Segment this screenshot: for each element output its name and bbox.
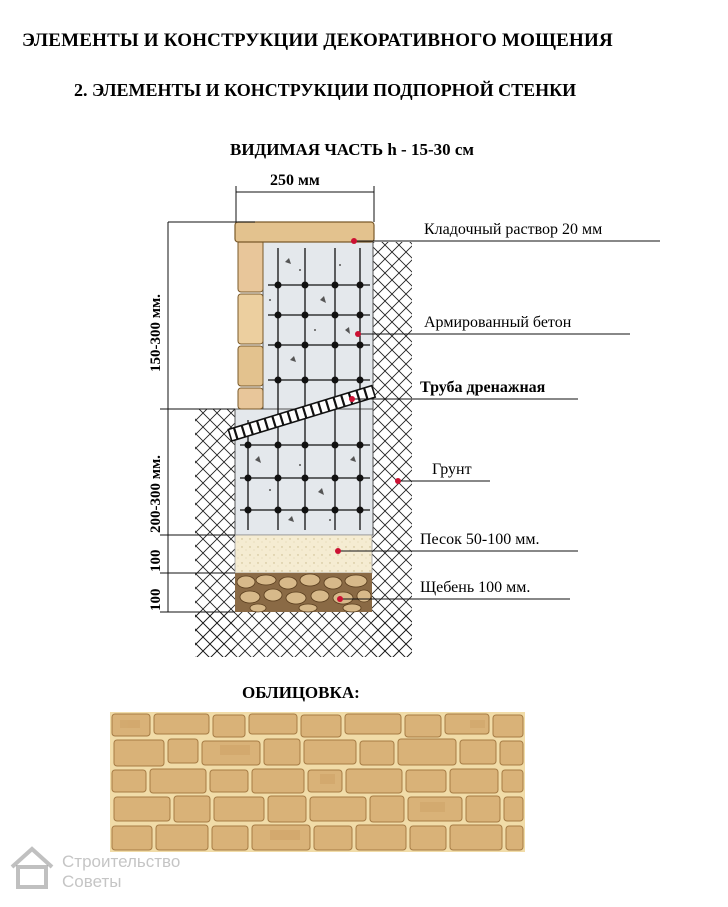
pipe-label: Труба дренажная	[420, 379, 546, 396]
house-logo-icon	[8, 845, 56, 891]
sand-label: Песок 50-100 мм.	[420, 531, 540, 548]
cladding-stone-texture	[110, 712, 525, 852]
dim-upper-label: 150-300 мм.	[148, 294, 164, 372]
dim-lower-label: 200-300 мм.	[148, 455, 164, 533]
watermark-line1: Строительство	[62, 852, 181, 871]
mortar-label: Кладочный раствор 20 мм	[424, 221, 603, 238]
dim-sand-label: 100	[148, 549, 164, 572]
width-dimension-label: 250 мм	[270, 172, 320, 189]
gravel-label: Щебень 100 мм.	[420, 579, 531, 596]
cladding-title: ОБЛИЦОВКА:	[242, 683, 360, 702]
sand-layer	[235, 535, 372, 573]
page-subtitle: 2. ЭЛЕМЕНТЫ И КОНСТРУКЦИИ ПОДПОРНОЙ СТЕНКИ	[74, 80, 577, 100]
width-dimension	[236, 186, 374, 222]
gravel-layer	[235, 573, 372, 612]
concrete-label: Армированный бетон	[424, 314, 572, 331]
soil-label: Грунт	[432, 461, 472, 478]
dim-gravel-label: 100	[148, 588, 164, 611]
visible-part-label: ВИДИМАЯ ЧАСТЬ h - 15-30 см	[230, 140, 474, 159]
watermark-line2: Советы	[62, 872, 122, 891]
concrete-body	[263, 242, 373, 410]
soil-right	[372, 242, 412, 657]
page-title: ЭЛЕМЕНТЫ И КОНСТРУКЦИИ ДЕКОРАТИВНОГО МОЩЕНИЯ	[22, 30, 613, 51]
facing-stones	[238, 240, 263, 409]
soil-bottom	[195, 612, 412, 657]
